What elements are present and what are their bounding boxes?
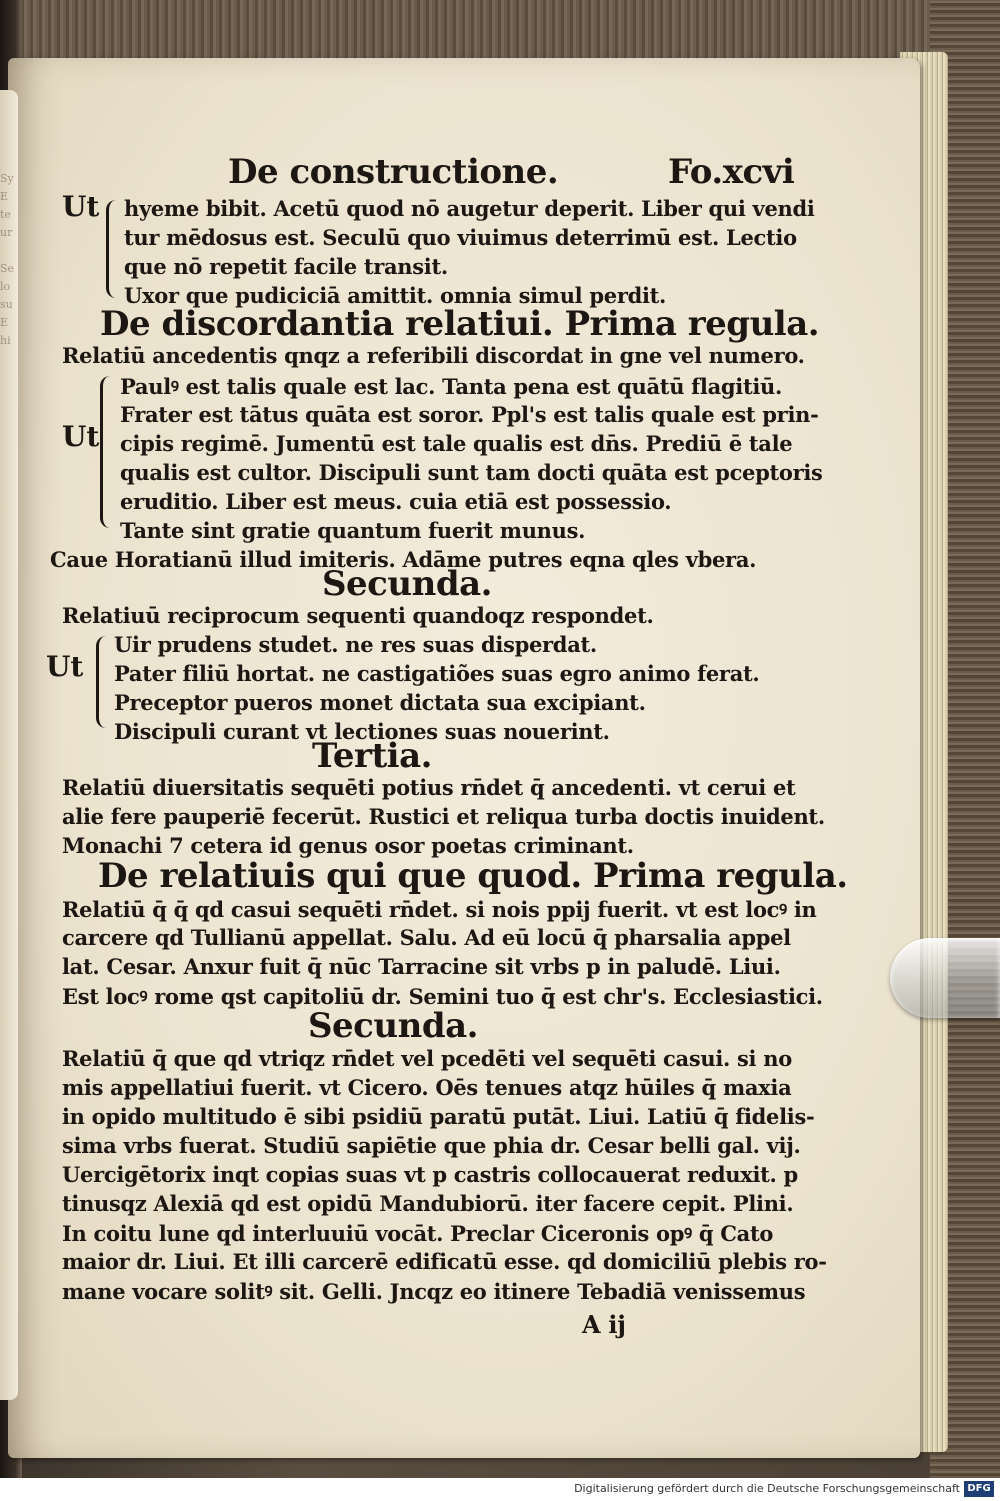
text-line: hyeme bibit. Acetū quod nō augetur deperit. Liber qui vendi (124, 196, 815, 221)
text-line: mis appellatiui fuerit. vt Cicero. Oēs tenues atqz hūiles q̄ maxia (62, 1075, 792, 1100)
text-line: eruditio. Liber est meus. cuia etiā est possessio. (120, 489, 672, 514)
text-line: Frater est tātus quāta est soror. Ppl's est talis quale est prin- (120, 402, 819, 427)
text-line: Pater filiū hortat. ne castigatiões suas egro animo ferat. (114, 661, 760, 686)
section-heading: De relatiuis qui que quod. Prima regula. (98, 856, 848, 896)
text-line: tinusqz Alexiā qd est opidū Mandubiorū. iter facere cepit. Plini. (62, 1191, 794, 1216)
text-line: maior dr. Liui. Et illi carcerē edificatū esse. qd domiciliū plebis ro- (62, 1249, 827, 1274)
text-line: Uir prudens studet. ne res suas disperdat. (114, 632, 597, 657)
text-line: Caue Horatianū illud imiteris. Adāme putres eqna qles vbera. (50, 547, 757, 572)
funding-credit: Digitalisierung gefördert durch die Deutsche Forschungsgemeinschaft (574, 1482, 960, 1495)
page-title: De constructione. (228, 152, 559, 192)
section-heading: Secunda. (322, 564, 492, 604)
text-line: lat. Cesar. Anxur fuit q̄ nūc Tarracine sit vrbs p in paludē. Liui. (62, 954, 781, 979)
section-heading: Secunda. (308, 1006, 478, 1046)
text-line: in opido multitudo ē sibi psidiū paratū putāt. Liui. Latiū q̄ fidelis- (62, 1104, 815, 1129)
text-line: Monachi 7 cetera id genus osor poetas criminant. (62, 833, 634, 858)
brace (100, 376, 115, 528)
text-line: Relatiū diuersitatis sequēti potius rn̄det q̄ ancedenti. vt cerui et (62, 775, 796, 800)
section-heading: De discordantia relatiui. Prima regula. (100, 304, 820, 344)
text-line: mane vocare solitꝰ sit. Gelli. Jncqz eo itinere Tebadiā venissemus (62, 1279, 806, 1304)
text-line: tur mēdosus est. Seculū quo viuimus deterrimū est. Lectio (124, 225, 797, 250)
text-line: Preceptor pueros monet dictata sua excipiant. (114, 690, 646, 715)
text-line: carcere qd Tullianū appellat. Salu. Ad eū locū q̄ pharsalia appel (62, 925, 791, 950)
text-line: Relatiū q̄ que qd vtriqz rn̄det vel pcedēti vel sequēti casui. si no (62, 1046, 792, 1071)
dfg-logo: DFG (964, 1481, 994, 1497)
text-line: Discipuli curant vt lectiones suas nouerint. (114, 719, 610, 744)
footer-bar (0, 1478, 1000, 1501)
text-line: que nō repetit facile transit. (124, 254, 448, 279)
section-heading: Tertia. (312, 736, 432, 776)
brace (106, 200, 119, 298)
marker-ut: Ut (62, 190, 100, 223)
folio-number: Fo.xcvi (668, 152, 795, 192)
text-line: Est locꝰ rome qst capitoliū dr. Semini tuo q̄ est chr's. Ecclesiastici. (62, 984, 823, 1009)
text-line: Relatiū ancedentis qnqz a referibili discordat in gne vel numero. (62, 343, 805, 368)
text-line: Relatiū q̄ q̄ qd casui sequēti rn̄det. si nois ppij fuerit. vt est locꝰ in (62, 897, 817, 922)
text-line: qualis est cultor. Discipuli sunt tam docti quāta est pceptoris (120, 460, 823, 485)
text-line: Relatiuū reciprocum sequenti quandoqz respondet. (62, 603, 654, 628)
text-line: sima vrbs fuerat. Studiū sapiētie que phia dr. Cesar belli gal. vij. (62, 1133, 801, 1158)
text-line: In coitu lune qd interluuiū vocāt. Preclar Ciceronis opꝰ q̄ Cato (62, 1221, 774, 1246)
text-line: Uercigētorix inqt copias suas vt p castris collocauerat reduxit. p (62, 1162, 798, 1187)
marker-ut: Ut (46, 650, 84, 683)
facing-page-text: Sy E te ur Se lo su E hi (0, 172, 15, 347)
text-line: Paulꝰ est talis quale est lac. Tanta pena est quātū flagitiū. (120, 374, 783, 399)
text-line: cipis regimē. Jumentū est tale qualis est dn̄s. Prediū ē tale (120, 431, 793, 456)
text-line: alie fere pauperiē fecerūt. Rustici et reliqua turba doctis inuident. (62, 804, 825, 829)
brace (96, 636, 111, 728)
marker-ut: Ut (62, 420, 100, 453)
text-line: Uxor que pudiciciā amittit. omnia simul perdit. (124, 283, 667, 308)
signature-mark: A ij (582, 1310, 626, 1339)
text-line: Tante sint gratie quantum fuerit munus. (120, 518, 586, 543)
